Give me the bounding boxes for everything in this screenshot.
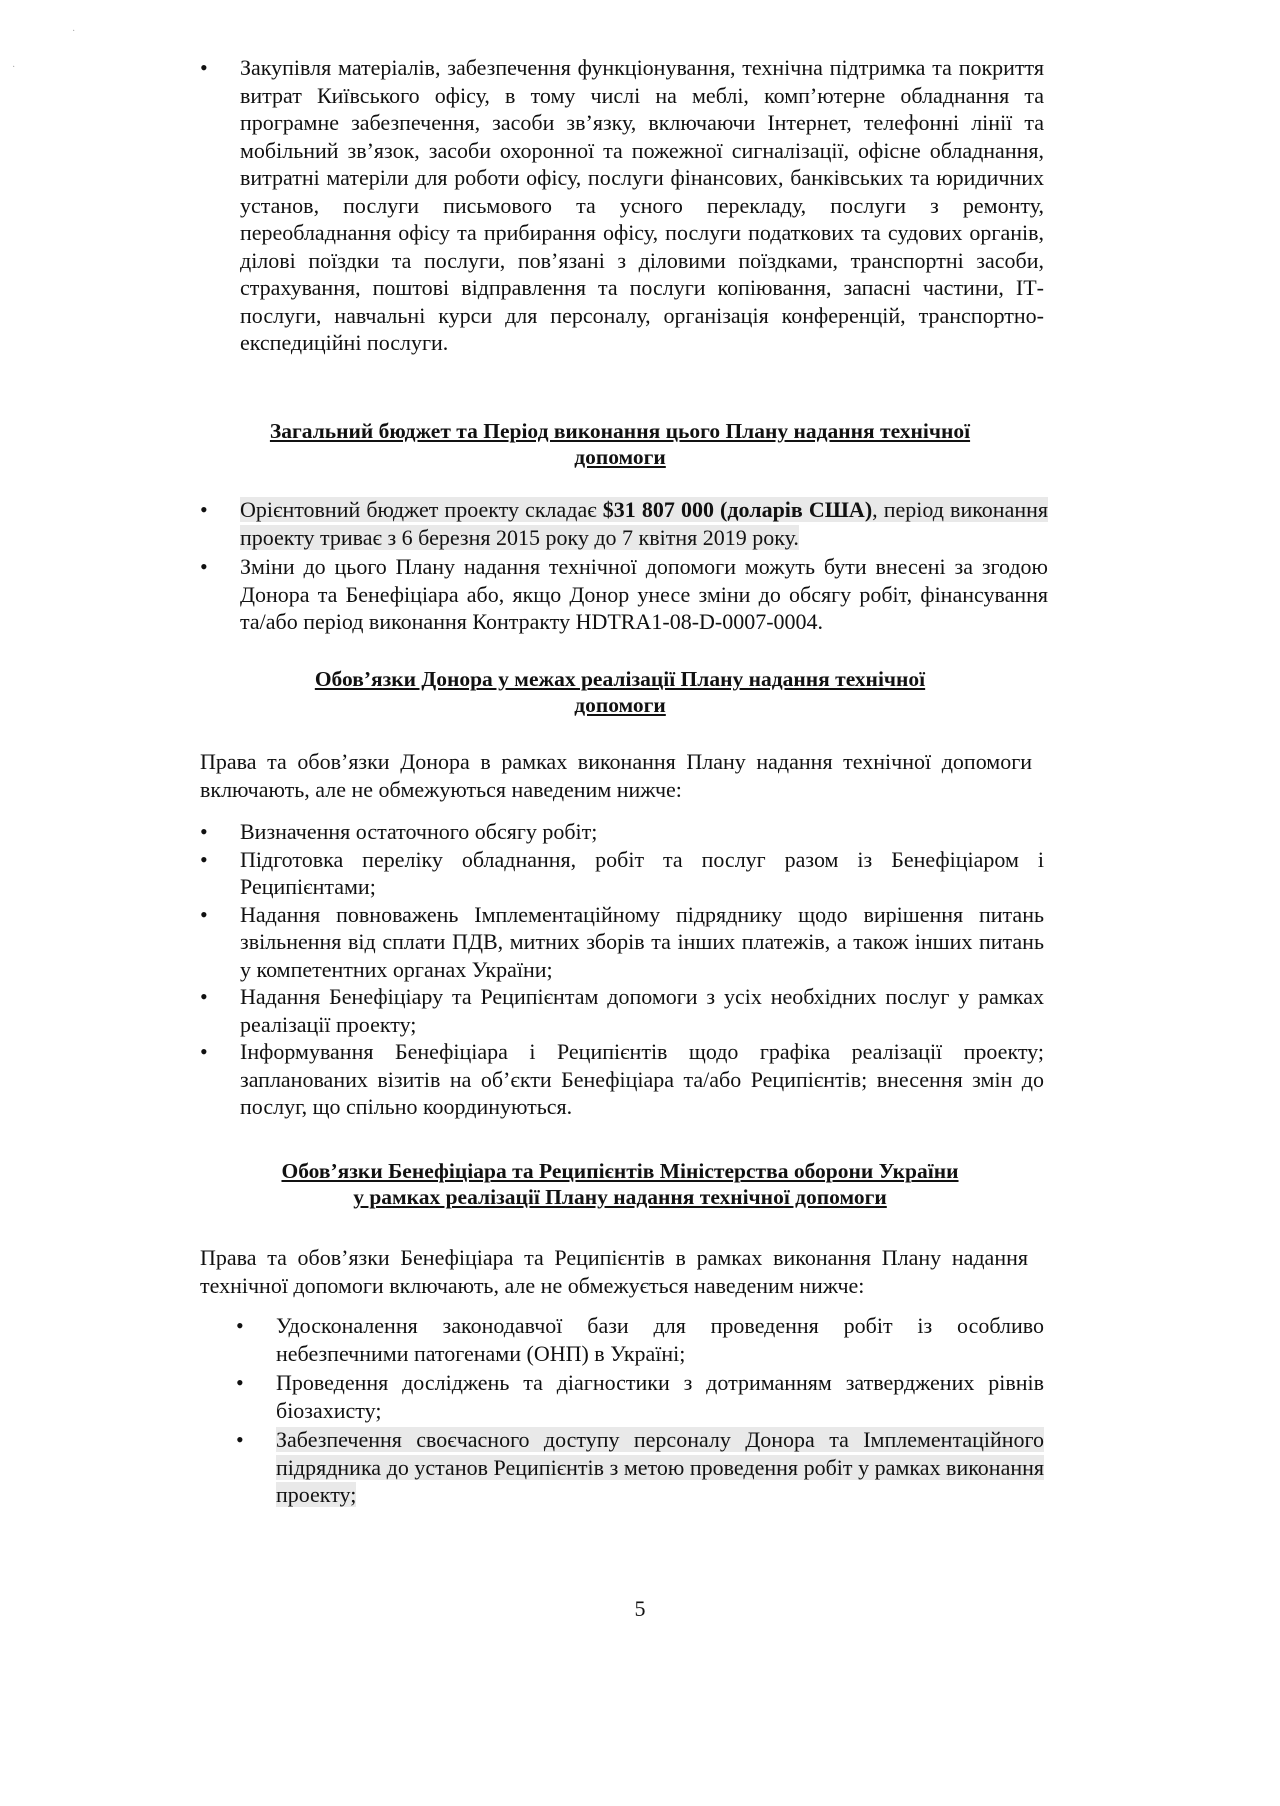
budget-heading-line2: допомоги xyxy=(574,445,666,469)
donor-list-item: • Надання Бенефіціару та Реципієнтам допомоги з усіх необхідних послуг у рамках реалізації проекту; xyxy=(200,983,1044,1038)
donor-list-item: • Визначення остаточного обсягу робіт; xyxy=(200,818,1044,846)
donor-list-item: • Інформування Бенефіціара і Реципієнтів щодо графіка реалізації проекту; запланованих візитів на об’єкти Бенефіціара та/або Реципієнтів; внесення змін до послуг, що спільно координуються. xyxy=(200,1038,1044,1121)
intro-bullet-item: • Закупівля матеріалів, забезпечення функціонування, технічна підтримка та покриття витрат Київського офісу, в тому числі на меблі, комп’ютерне обладнання та програмне забезпечення, засоби зв’язку, включаючи Інтернет, телефонні лінії та мобільний зв’язок, засоби охоронної та пожежної сигналізації, офісне обладнання, витратні матеріли для роботи офісу, послуги фінансових, банківських та юридичних установ, послуги письмового та усного перекладу, послуги з ремонту, переобладнання офісу та прибирання офісу, послуги податкових та судових органів, ділові поїздки та послуги, пов’язані з діловими поїздками, транспортні засоби, страхування, поштові відправлення та послуги копіювання, запасні частини, ІТ-послуги, навчальні курси для персоналу, організація конференцій, транспортно-експедиційні послуги. xyxy=(200,54,1044,357)
donor-list-item: • Підготовка переліку обладнання, робіт та послуг разом із Бенефіціаром і Реципієнтами; xyxy=(200,846,1044,901)
donor-intro: Права та обов’язки Донора в рамках виконання Плану надання технічної допомоги включають, але не обмежуються наведеним нижче: xyxy=(200,749,1032,802)
budget-heading-line1: Загальний бюджет та Період виконання цього Плану надання технічної xyxy=(269,419,971,443)
scan-speck: · xyxy=(12,62,16,73)
donor-list-item: • Надання повноважень Імплементаційному підряднику щодо вирішення питань звільнення від сплати ПДВ, митних зборів та інших платежів, а також інших питань у компетентних органах України; xyxy=(200,901,1044,984)
beneficiary-list-item xyxy=(236,1426,1044,1509)
beneficiary-list-item: • Проведення досліджень та діагностики з дотриманням затверджених рівнів біозахисту; xyxy=(236,1369,1044,1424)
page-number: 5 xyxy=(634,1596,646,1621)
beneficiary-heading xyxy=(140,1158,1100,1210)
beneficiary-heading-line2: у рамках реалізації Плану надання технічної допомоги xyxy=(353,1185,887,1209)
donor-heading xyxy=(140,666,1100,718)
beneficiary-list-item: • Удосконалення законодавчої бази для проведення робіт із особливо небезпечними патогенами (ОНП) в Україні; xyxy=(236,1312,1044,1367)
highlighted-budget-text: Орієнтовний бюджет проекту складає $31 807 000 (доларів США), період виконання проекту триває з 6 березня 2015 року до 7 квітня 2019 року. xyxy=(240,497,1048,550)
highlighted-access-text: Забезпечення своєчасного доступу персоналу Донора та Імплементаційного підрядника до установ Реципієнтів з метою проведення робіт у рамках виконання проекту; xyxy=(276,1427,1044,1507)
donor-list xyxy=(200,818,1044,1121)
beneficiary-list xyxy=(236,1312,1044,1509)
budget-bullet-item: • Зміни до цього Плану надання технічної допомоги можуть бути внесені за згодою Донора та Бенефіціара або, якщо Донор унесе зміни до обсягу робіт, фінансування та/або період виконання Контракту HDTRA1-08-D-0007-0004. xyxy=(200,553,1048,636)
donor-heading-line2: допомоги xyxy=(574,693,666,717)
budget-amount: $31 807 000 (доларів США) xyxy=(602,497,873,522)
budget-list xyxy=(200,496,1048,636)
budget-heading xyxy=(140,418,1100,470)
intro-list xyxy=(200,54,1044,357)
budget-bullet-item xyxy=(200,496,1048,551)
scan-speck: · xyxy=(72,26,76,37)
beneficiary-heading-line1: Обов’язки Бенефіціара та Реципієнтів Міністерства оборони України xyxy=(281,1159,959,1183)
donor-heading-line1: Обов’язки Донора у межах реалізації Плану надання технічної xyxy=(314,667,926,691)
beneficiary-intro: Права та обов’язки Бенефіціара та Реципієнтів в рамках виконання Плану надання технічної допомоги включають, але не обмежується наведеним нижче: xyxy=(200,1245,1028,1298)
